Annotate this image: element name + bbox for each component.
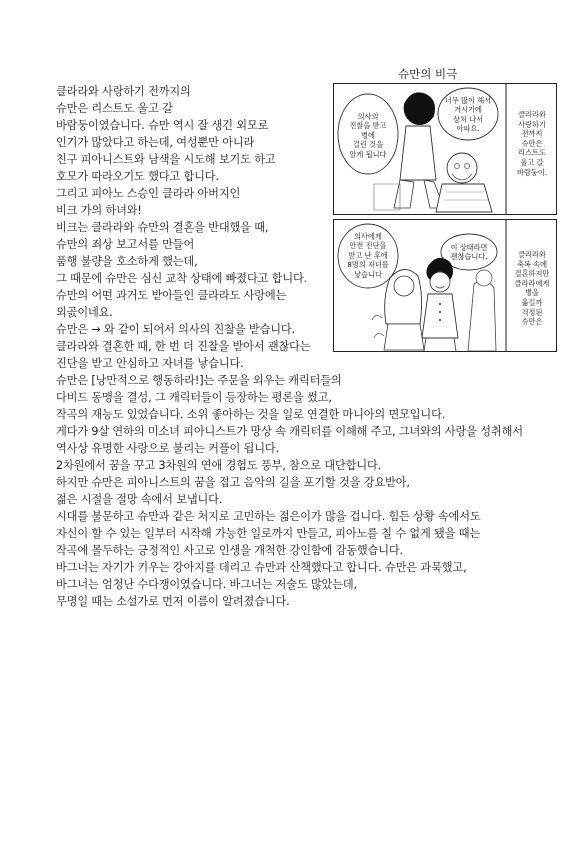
bubble-line: 진찰을 받고 <box>349 121 387 131</box>
text-line: 시대를 불문하고 슈만과 같은 처지로 고민하는 젊은이가 많을 겁니다. 힘든 상황 속에서도 <box>56 510 481 523</box>
speech-bubble-left <box>340 112 396 159</box>
bubble-line: 거시기에 <box>454 105 482 115</box>
text-line: 작곡의 재능도 있었습니다. 소위 좋아하는 것을 일로 연결한 마니아의 면모입니다. <box>56 408 446 421</box>
text-line: 역사상 유명한 사랑으로 불리는 커플이 됩니다. <box>56 442 279 455</box>
bubble-line: 안전 진단을 <box>349 241 387 251</box>
text-line: 외곬이네요. <box>56 306 113 319</box>
bubble-line: 8명의 자녀를 <box>347 260 389 270</box>
caption-line: 걱정된 <box>521 307 543 317</box>
caption-line: 전까지 <box>521 129 543 139</box>
caption-line: 울고 갈 <box>520 157 544 167</box>
bubble-line: 낳습니다 <box>354 269 382 279</box>
text-line: 게다가 9살 연하의 미소녀 피아니스트가 망상 속 캐릭터를 이해해 주고, 그녀와의 사랑을 성취해서 <box>56 425 523 438</box>
caption-line: 바람둥이. <box>516 167 548 177</box>
text-line: 슈만은 → 와 같이 되어서 의사의 진찰을 받습니다. <box>56 323 295 336</box>
text-line: 그리고 피아노 스승인 클라라 아버지인 <box>56 187 241 200</box>
comic-panel-1 <box>333 83 557 215</box>
panel-2-caption <box>509 250 555 327</box>
bubble-line: 이 상태라면 <box>450 243 488 252</box>
speech-bubble-right <box>442 243 496 262</box>
text-line: 클라라와 결혼한 때, 한 번 더 진찰을 받아서 괜찮다는 <box>56 340 311 353</box>
text-line: 비크 가의 하녀와! <box>56 204 142 217</box>
text-line: 비크는 클라라와 슈만의 결혼을 반대했을 때, <box>56 221 269 234</box>
text-line: 클라라와 사랑하기 전까지의 <box>56 85 191 98</box>
text-line: 품행 불량을 호소하게 했는데, <box>56 255 198 268</box>
text-line: 슈만은 리스트도 울고 갈 <box>56 102 173 115</box>
caption-line: 슈만은 <box>521 138 543 148</box>
caption-line: 사랑하기 <box>518 119 546 129</box>
caption-line: 축복 속에 <box>516 259 548 269</box>
text-line: 그 때문에 슈만은 심신 교착 상태에 빠졌다고 합니다. <box>56 272 308 285</box>
caption-line: 클라라에게 <box>514 278 550 288</box>
text-line: 진단을 받고 안심하고 자녀를 낳습니다. <box>56 357 244 370</box>
bubble-line: 너무 많이 해서 <box>444 96 492 105</box>
text-line: 젊은 시절을 절망 속에서 보냅니다. <box>56 493 223 506</box>
text-line: 무명일 때는 소설가로 먼저 이름이 알려졌습니다. <box>56 595 290 608</box>
text-line: 2차원에서 꿈을 꾸고 3차원의 연애 경험도 풍부, 참으로 대단합니다. <box>56 459 382 472</box>
bubble-line: 걸린 것을 <box>352 140 384 150</box>
text-line: 바그너는 엄청난 수다쟁이였습니다. 바그너는 저술도 많았는데, <box>56 578 357 591</box>
text-line: 작곡에 몰두하는 긍정적인 사고로 인생을 개척한 강인함에 감동했습니다. <box>56 544 403 557</box>
text-line: 바람둥이였습니다. 슈만 역시 잘 생긴 외모로 <box>56 119 269 132</box>
speech-bubble-right <box>438 96 498 134</box>
comic-title: 슈만의 비극 <box>398 67 458 81</box>
caption-line: 슈만은 <box>521 317 543 327</box>
text-line: 슈만의 죄상 보고서를 만들어 <box>56 238 195 251</box>
text-line: 자신이 할 수 있는 일부터 시작해 가능한 일로까지 만들고, 피아노를 칠 수 없게 됐을 때는 <box>56 527 481 540</box>
caption-line: 클라라와 <box>518 250 546 259</box>
bubble-line: 의사에게 <box>354 232 382 241</box>
text-line: 슈만의 어떤 과거도 받아들인 클라라도 사랑에는 <box>56 289 287 302</box>
speech-bubble-left <box>340 232 396 279</box>
bubble-line: 알게 됩니다 <box>349 149 387 159</box>
caption-line: 옮길까 <box>521 297 543 307</box>
comic-panel-2 <box>333 219 557 352</box>
text-line: 다비드 동맹을 결성, 그 캐릭터들이 등장하는 평론을 썼고, <box>56 391 332 404</box>
bubble-line: 아파요. <box>456 124 480 134</box>
bubble-line: 상처 나서 <box>452 114 484 124</box>
caption-line: 리스트도 <box>518 148 546 158</box>
text-line: 친구 피아니스트와 남색을 시도해 보기도 하고 <box>56 153 276 166</box>
bubble-line: 받고 난 후에 <box>348 250 388 260</box>
bubble-line: 괜찮습니다. <box>450 252 488 262</box>
bubble-line: 병에 <box>361 130 375 140</box>
text-line: 인기가 많았다고 하는데, 여성뿐만 아니라 <box>56 136 255 149</box>
caption-line: 클라라와 <box>518 110 546 119</box>
text-line: 슈만은 [낭만적으로 행동하라!]는 주문을 외우는 캐릭터들의 <box>56 374 342 387</box>
text-line: 호모가 따라오기도 했다고 합니다. <box>56 170 219 183</box>
text-line: 하지만 슈만은 피아니스트의 꿈을 접고 음악의 길을 포기할 것을 강요받아, <box>56 476 410 489</box>
caption-line: 결혼하지만 <box>514 269 550 279</box>
caption-line: 병을 <box>525 288 539 298</box>
panel-1-caption <box>509 110 555 177</box>
bubble-line: 의사의 <box>357 112 379 121</box>
text-line: 바그너는 자기가 키우는 강아지를 데리고 슈만과 산책했다고 합니다. 슈만은 과묵했고, <box>56 561 467 574</box>
